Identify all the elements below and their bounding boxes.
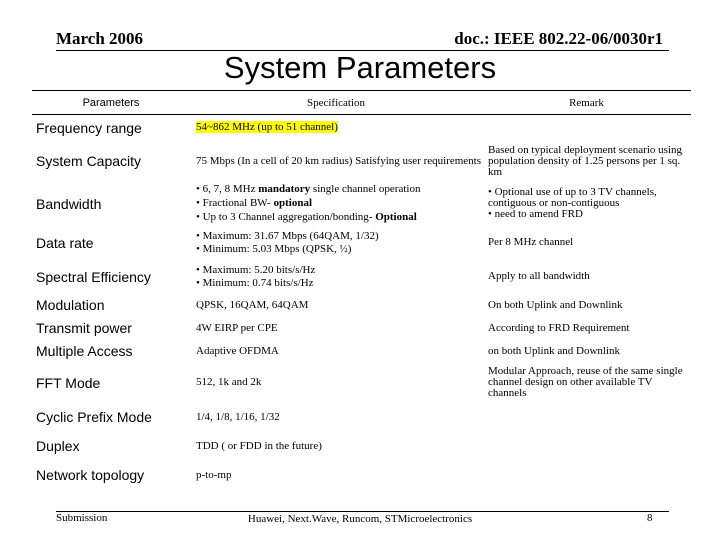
param-name: Multiple Access	[36, 343, 133, 359]
footer-divider	[56, 511, 669, 512]
spec-line: • 6, 7, 8 MHz mandatory single channel operation	[196, 183, 421, 195]
remark-cell	[482, 403, 691, 432]
highlighted-spec: 54~862 MHz (up to 51 channel)	[196, 121, 338, 134]
table-row	[32, 363, 691, 403]
table-row	[32, 182, 691, 226]
spec-cell: 1/4, 1/8, 1/16, 1/32	[196, 410, 280, 423]
remark-cell	[482, 432, 691, 461]
remark-cell	[482, 115, 691, 141]
column-header-remark: Remark	[482, 91, 691, 115]
page-title: System Parameters	[223, 50, 497, 85]
parameters-table	[32, 90, 691, 490]
remark-cell: Apply to all bandwidth	[488, 270, 590, 282]
footer-authors: Huawei, Next.Wave, Runcom, STMicroelectronics	[247, 513, 473, 525]
table-row	[32, 226, 691, 260]
remark-cell: On both Uplink and Downlink	[488, 298, 623, 311]
footer-page-number: 8	[647, 512, 653, 524]
spec-cell	[190, 115, 482, 141]
column-header-specification: Specification	[190, 91, 482, 115]
header-doc-number: doc.: IEEE 802.22-06/0030r1	[454, 29, 663, 48]
spec-cell: Adaptive OFDMA	[196, 344, 279, 357]
table-row	[32, 141, 691, 182]
param-name: Duplex	[36, 438, 80, 454]
remark-cell: Modular Approach, reuse of the same single channel design on other available TV channels	[488, 364, 683, 399]
remark-cell: Based on typical deployment scenario using population density of 1.25 persons per 1 sq. km	[488, 143, 682, 178]
remark-cell: According to FRD Requirement	[488, 321, 630, 334]
param-name: Spectral Efficiency	[36, 268, 151, 285]
spec-cell: 75 Mbps (In a cell of 20 km radius) Satisfying user requirements	[196, 154, 482, 167]
table-row	[32, 461, 691, 490]
column-header-parameters: Parameters	[32, 91, 190, 115]
table-header-row	[32, 91, 691, 115]
spec-cell: 512, 1k and 2k	[196, 376, 262, 388]
param-name: System Capacity	[36, 153, 142, 169]
spec-cell: • Maximum: 5.20 bits/s/Hz • Minimum: 0.74 bits/s/Hz	[196, 263, 316, 289]
param-name: Transmit power	[36, 320, 132, 336]
header-date: March 2006	[56, 29, 144, 48]
spec-cell: • Maximum: 31.67 Mbps (64QAM, 1/32) • Minimum: 5.03 Mbps (QPSK, ½)	[196, 229, 379, 255]
param-name: Cyclic Prefix Mode	[36, 409, 152, 425]
spec-cell: 4W EIRP per CPE	[196, 321, 278, 334]
remark-cell: on both Uplink and Downlink	[488, 344, 620, 357]
table-row	[32, 317, 691, 340]
param-name: Network topology	[36, 467, 145, 483]
remark-cell	[482, 461, 691, 490]
table-row	[32, 340, 691, 363]
table-row	[32, 115, 691, 141]
table-row	[32, 432, 691, 461]
param-name: FFT Mode	[36, 374, 101, 391]
param-name: Bandwidth	[36, 195, 102, 212]
spec-cell: QPSK, 16QAM, 64QAM	[196, 298, 309, 311]
spec-line: • Up to 3 Channel aggregation/bonding- Optional	[196, 211, 417, 223]
spec-cell: p-to-mp	[196, 468, 232, 481]
table-row	[32, 403, 691, 432]
table-row	[32, 260, 691, 294]
param-name: Frequency range	[36, 119, 142, 136]
spec-cell: TDD ( or FDD in the future)	[196, 439, 322, 452]
spec-cell	[190, 182, 482, 226]
remark-cell: • Optional use of up to 3 TV channels, contiguous or non-contiguous • need to amend FRD	[488, 186, 657, 220]
param-name: Modulation	[36, 297, 105, 313]
spec-line: • Fractional BW- optional	[196, 197, 312, 209]
remark-cell: Per 8 MHz channel	[488, 236, 574, 248]
table-row	[32, 294, 691, 317]
footer-submission: Submission	[56, 512, 108, 524]
param-name: Data rate	[36, 234, 94, 251]
